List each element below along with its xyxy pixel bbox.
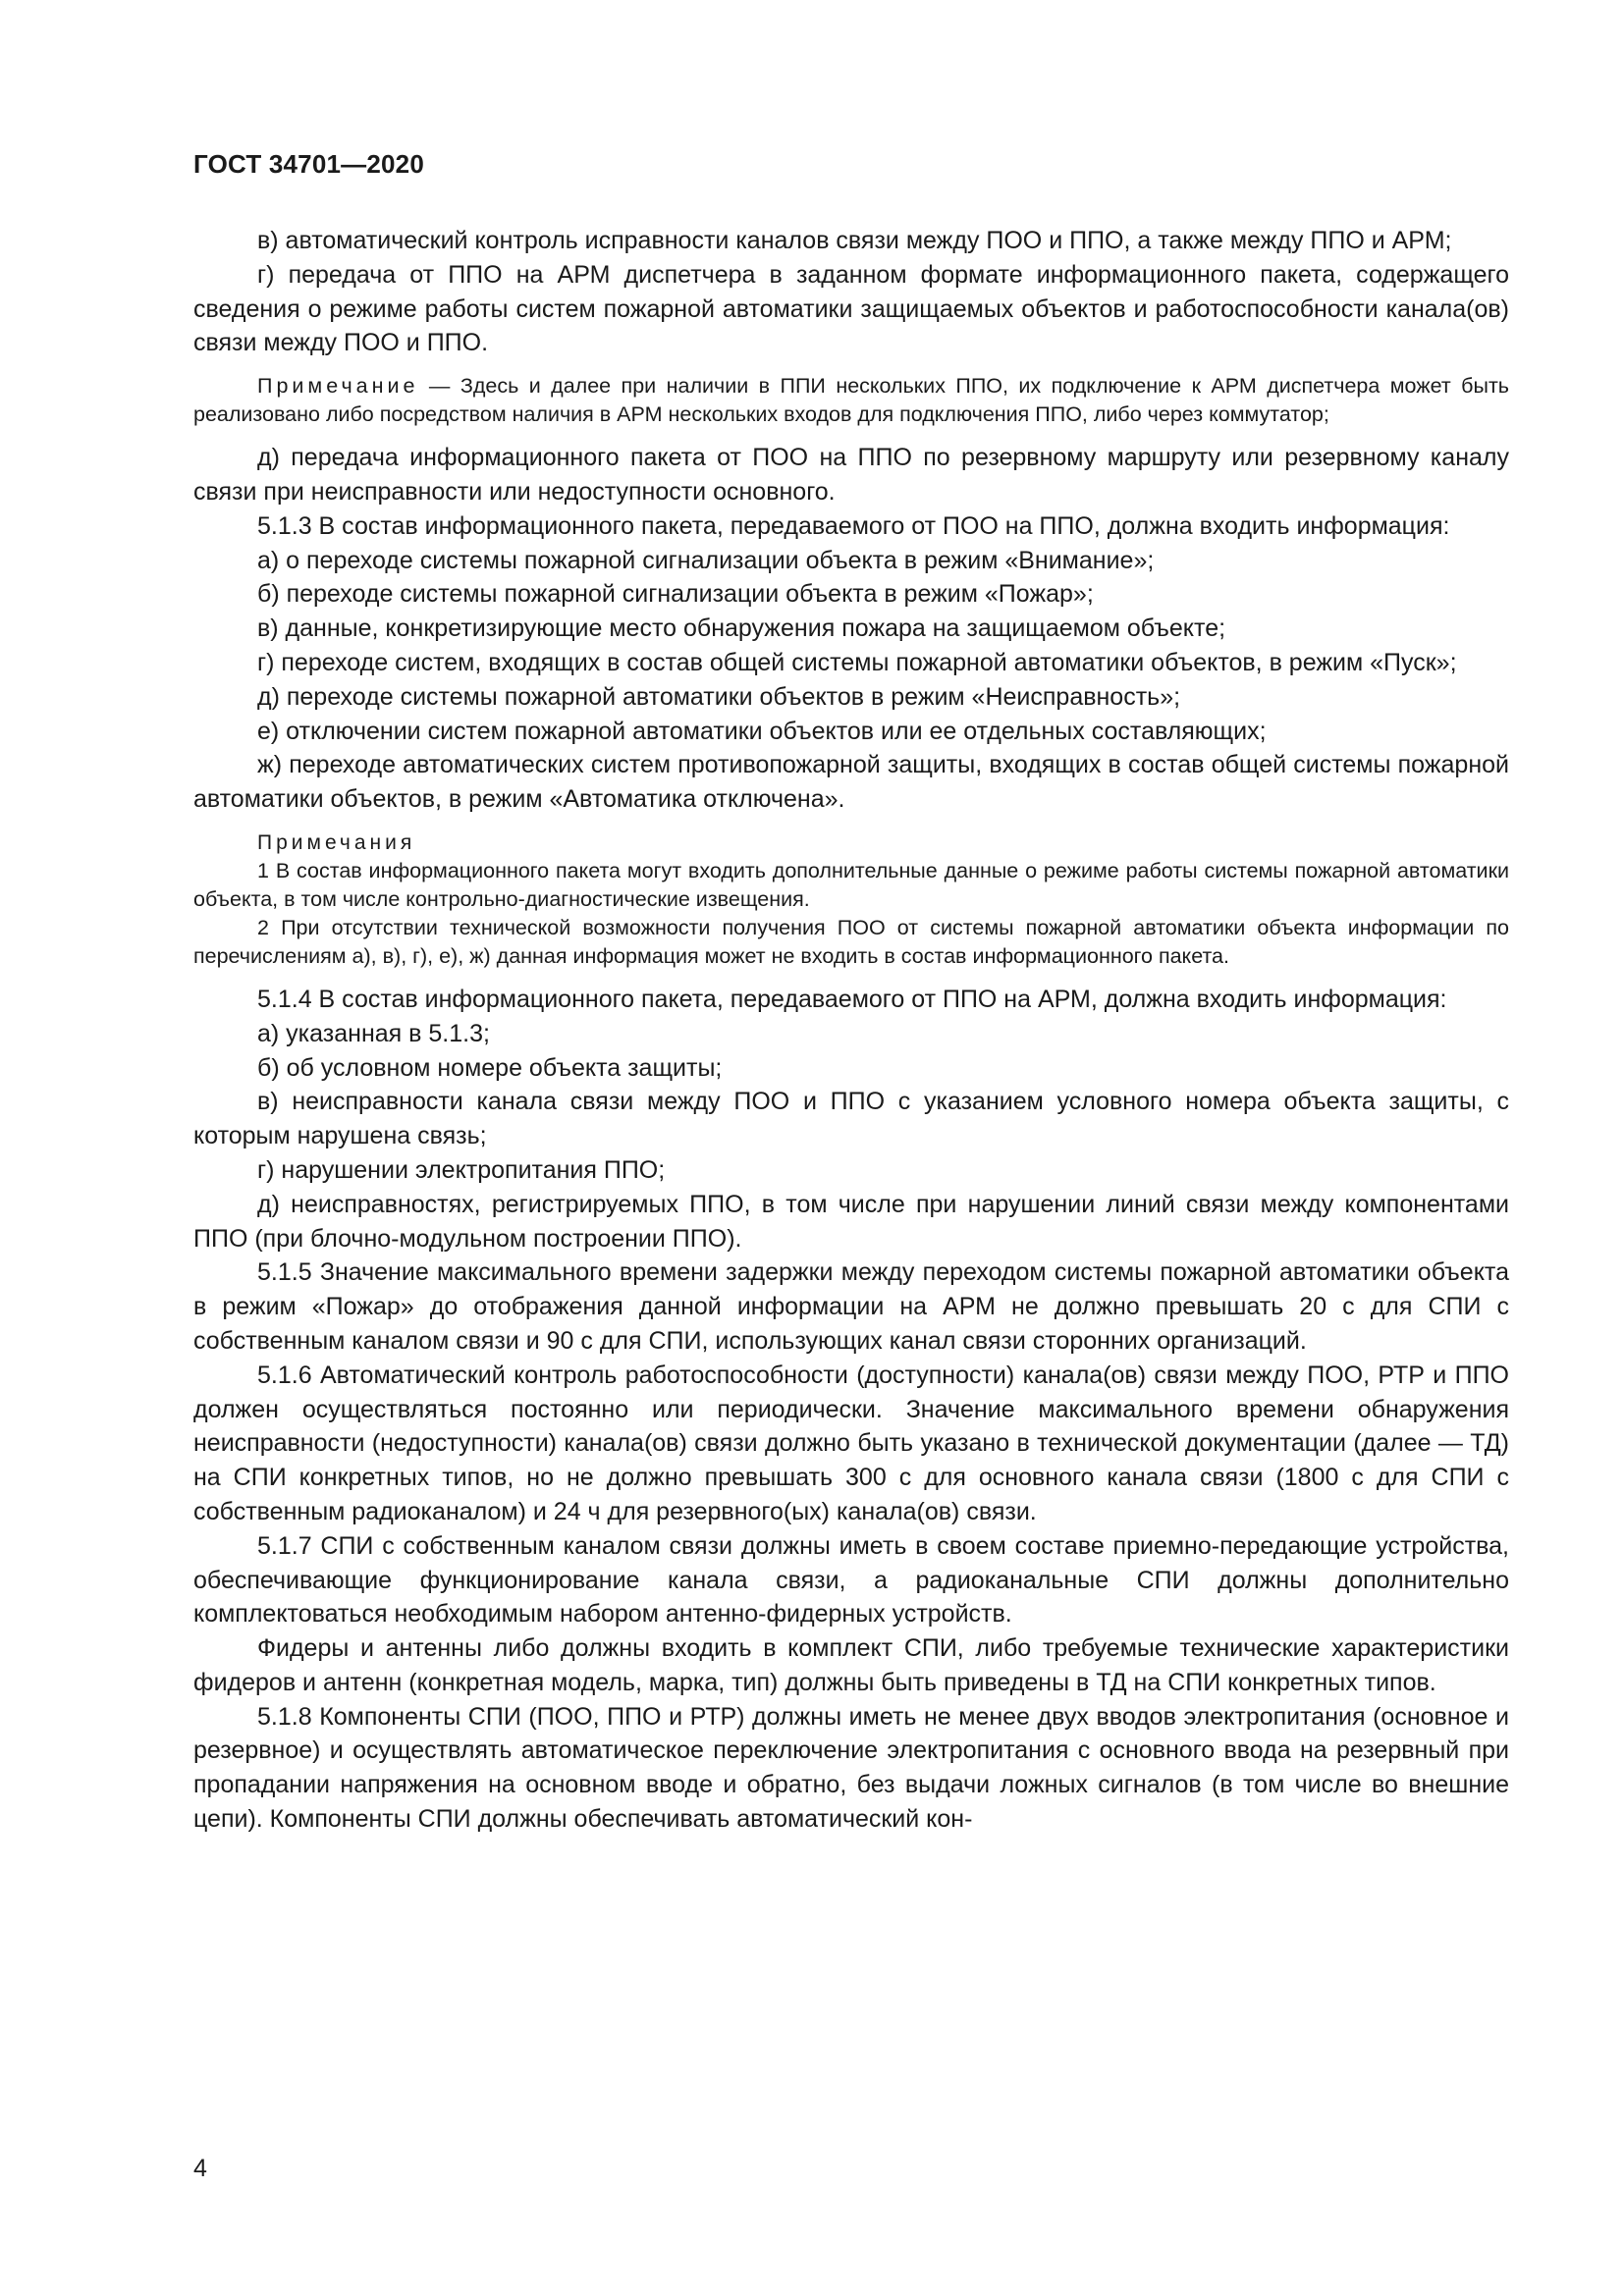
paragraph: Фидеры и антенны либо должны входить в комплект СПИ, либо требуемые технические характеристики фидеров и антенн (конкретная модель, марка, тип) должны быть приведены в ТД на СПИ конкретных типов.	[193, 1634, 1509, 1696]
note-item: 1 В состав информационного пакета могут входить дополнительные данные о режиме работы системы пожарной автоматики объекта, в том числе контрольно-диагностические извещения.	[193, 858, 1509, 911]
note	[193, 372, 1509, 429]
paragraph: в) автоматический контроль исправности каналов связи между ПОО и ППО, а также между ППО и АРМ;	[257, 227, 1452, 254]
paragraph: 5.1.3 В состав информационного пакета, передаваемого от ПОО на ППО, должна входить информация:	[257, 511, 1450, 540]
document-header: ГОСТ 34701—2020	[193, 149, 424, 179]
note-text: — Здесь и далее при наличии в ППИ нескольких ППО, их подключение к АРМ диспетчера может быть реализовано либо посредством наличия в АРМ нескольких входов для подключения ППО, либо через коммутатор;	[193, 374, 1509, 427]
paragraph: 5.1.4 В состав информационного пакета, передаваемого от ППО на АРМ, должна входить информация:	[257, 985, 1447, 1013]
paragraph: 5.1.8 Компоненты СПИ (ПОО, ППО и РТР) должны иметь не менее двух вводов электропитания (основное и резервное) и осуществлять автоматическое переключение электропитания с основного ввода на резервный при пропадании напряжения на основном вводе и обратно, без выдачи ложных сигналов (в том числе во внешние цепи). Компоненты СПИ должны обеспечивать автоматический кон-	[193, 1702, 1509, 1834]
list-item: в) данные, конкретизирующие место обнаружения пожара на защищаемом объекте;	[257, 614, 1226, 643]
list-item: е) отключении систем пожарной автоматики объектов или ее отдельных составляющих;	[257, 717, 1267, 745]
list-item: а) указанная в 5.1.3;	[257, 1019, 490, 1047]
list-item: б) об условном номере объекта защиты;	[257, 1053, 723, 1082]
paragraph: г) передача от ППО на АРМ диспетчера в заданном формате информационного пакета, содержащего сведения о режиме работы систем пожарной автоматики защищаемых объектов и работоспособности канала(ов) связи между ПОО и ППО.	[193, 260, 1509, 357]
document-body	[193, 224, 1509, 1837]
paragraph: д) передача информационного пакета от ПОО на ППО по резервному маршруту или резервному каналу связи при неисправности или недоступности основного.	[193, 444, 1509, 506]
paragraph: 5.1.7 СПИ с собственным каналом связи должны иметь в своем составе приемно-передающие устройства, обеспечивающие функционирование канала связи, а радиоканальные СПИ должны дополнительно комплектоваться необходимым набором антенно-фидерных устройств.	[193, 1531, 1509, 1629]
list-item: д) переходе системы пожарной автоматики объектов в режим «Неисправность»;	[257, 682, 1181, 711]
list-item: в) неисправности канала связи между ПОО и ППО с указанием условного номера объекта защиты, с которым нарушена связь;	[193, 1088, 1509, 1150]
list-item: ж) переходе автоматических систем противопожарной защиты, входящих в состав общей системы пожарной автоматики объектов, в режим «Автоматика отключена».	[193, 751, 1509, 814]
notes	[193, 828, 1509, 971]
list-item: г) нарушении электропитания ППО;	[257, 1155, 666, 1184]
page-number: 4	[193, 2155, 207, 2182]
list-item: г) переходе систем, входящих в состав общей системы пожарной автоматики объектов, в режим «Пуск»;	[257, 648, 1457, 676]
list-item: д) неисправностях, регистрируемых ППО, в том числе при нарушении линий связи между компонентами ППО (при блочно-модульном построении ППО).	[193, 1190, 1509, 1253]
note-item: 2 При отсутствии технической возможности получения ПОО от системы пожарной автоматики объекта информации по перечислениям а), в), г), е), ж) данная информация может не входить в состав информационного пакета.	[193, 915, 1509, 968]
list-item: б) переходе системы пожарной сигнализации объекта в режим «Пожар»;	[257, 580, 1094, 609]
list-item: а) о переходе системы пожарной сигнализации объекта в режим «Внимание»;	[257, 546, 1155, 574]
paragraph: 5.1.5 Значение максимального времени задержки между переходом системы пожарной автоматики объекта в режим «Пожар» до отображения данной информации на АРМ не должно превышать 20 с для СПИ с собственным каналом связи и 90 с для СПИ, использующих канал связи сторонних организаций.	[193, 1258, 1509, 1355]
notes-title: Примечания	[257, 830, 416, 854]
note-title: Примечание	[257, 374, 419, 399]
paragraph: 5.1.6 Автоматический контроль работоспособности (доступности) канала(ов) связи между ПОО, РТР и ППО должен осуществляться постоянно или периодически. Значение максимального времени обнаружения неисправности (недоступности) канала(ов) связи должно быть указано в технической документации (далее — ТД) на СПИ конкретных типов, но не должно превышать 300 с для основного канала связи (1800 с для СПИ с собственным радиоканалом) и 24 ч для резервного(ых) канала(ов) связи.	[193, 1361, 1509, 1525]
